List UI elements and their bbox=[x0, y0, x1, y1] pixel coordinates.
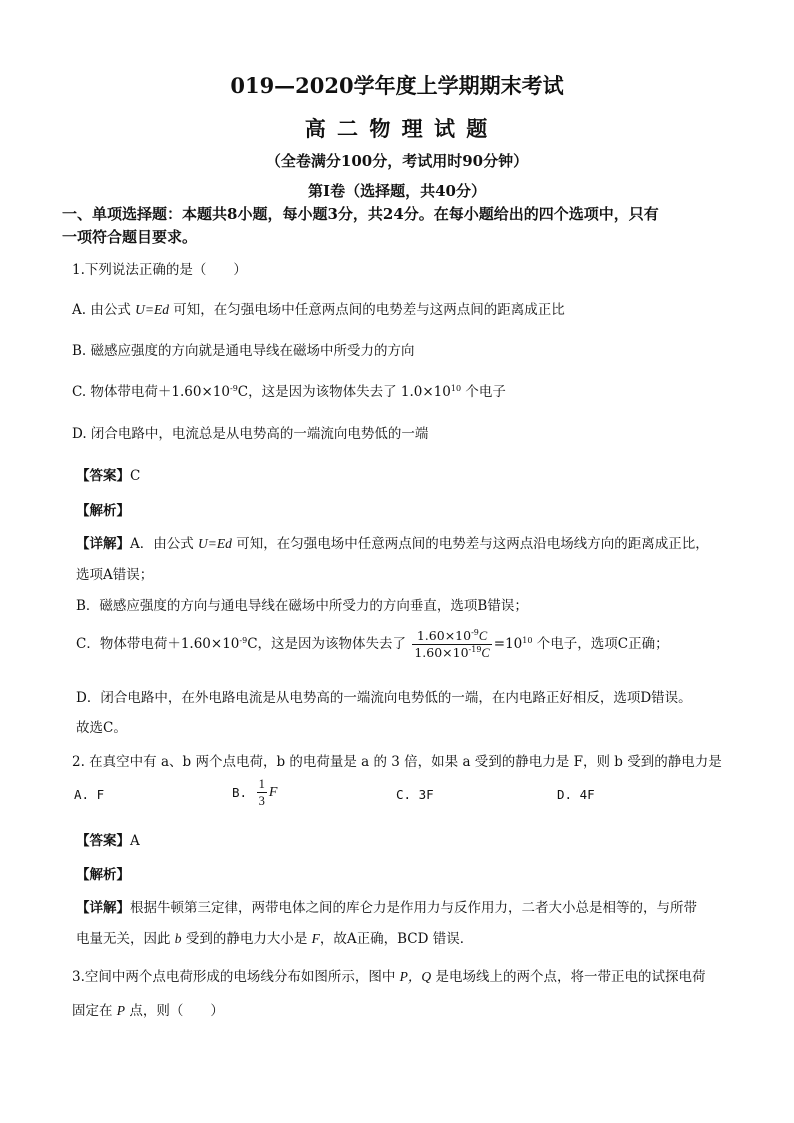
q1-option-a: A. 由公式 U=Ed 可知，在匀强电场中任意两点间的电势差与这两点间的距离成正比 bbox=[72, 302, 565, 318]
volume-title: 第Ⅰ卷（选择题，共40分） bbox=[308, 182, 486, 200]
q1-conclusion: 故选C。 bbox=[76, 720, 127, 736]
section-heading: 一、单项选择题：本题共8小题，每小题3分，共24分。在每小题给出的四个选项中，只有 bbox=[62, 205, 659, 223]
q1-analysis-label: 【解析】 bbox=[76, 503, 130, 519]
q1-answer: 【答案】C bbox=[76, 468, 141, 484]
q3-stem-cont: 固定在 P 点，则（ ） bbox=[72, 1003, 224, 1019]
q3-stem: 3.空间中两个点电荷形成的电场线分布如图所示，图中 P，Q 是电场线上的两个点，将一带正电的试探电荷 bbox=[72, 969, 706, 985]
q2-option-a: A. F bbox=[74, 787, 105, 802]
q2-detail: 【详解】根据牛顿第三定律，两带电体之间的库仑力是作用力与反作用力，二者大小总是相等的，与所带 bbox=[76, 900, 697, 916]
q1-detail-b: B．磁感应强度的方向与通电导线在磁场中所受力的方向垂直，选项B错误； bbox=[76, 598, 528, 614]
q2-detail-cont: 电量无关，因此 b 受到的静电力大小是 F，故A正确，BCD 错误． bbox=[76, 931, 474, 947]
section-heading-cont: 一项符合题目要求。 bbox=[62, 228, 198, 246]
q2-stem: 2. 在真空中有 a、b 两个点电荷，b 的电荷量是 a 的 3 倍，如果 a 受到的静电力是 F，则 b 受到的静电力是 bbox=[72, 754, 722, 770]
q1-option-b: B. 磁感应强度的方向就是通电导线在磁场中所受力的方向 bbox=[72, 343, 415, 359]
q1-detail-a-cont: 选项A错误； bbox=[76, 567, 154, 583]
subject-title: 高 二 物 理 试 题 bbox=[304, 116, 490, 141]
q2-answer: 【答案】A bbox=[76, 833, 140, 849]
q1-option-c: C. 物体带电荷$+1.60\times 10^{-9}C$，这是因为该物体失去了 $1.0\times 10^{10}$ 个电子 bbox=[72, 384, 506, 400]
q1-option-d: D. 闭合电路中，电流总是从电势高的一端流向电势低的一端 bbox=[72, 426, 429, 442]
exam-note: （全卷满分100分，考试用时90分钟） bbox=[265, 152, 529, 170]
q2-option-b: B. $\frac{1}{3}$ F bbox=[232, 777, 278, 808]
q1-detail-a: 【详解】A．由公式 U=Ed 可知，在匀强电场中任意两点间的电势差与这两点沿电场线方向的距离成正比， bbox=[76, 536, 709, 552]
electron-count-fraction: $\frac{1.60\times 10^{-9}C}{1.60\times 10^{-19}C}$ bbox=[414, 628, 490, 660]
q2-option-c: C. 3F bbox=[396, 787, 434, 802]
q2-analysis-label: 【解析】 bbox=[76, 867, 130, 883]
exam-title: 019—2020学年度上学期期末考试 bbox=[230, 73, 564, 98]
q1-detail-d: D．闭合电路中，在外电路电流是从电势高的一端流向电势低的一端，在内电路正好相反，选项D错误。 bbox=[76, 690, 692, 706]
q2-option-d: D. 4F bbox=[557, 787, 595, 802]
q1-detail-c: C．物体带电荷$+1.60\times 10^{-9}C$，这是因为该物体失去了 $\frac{1.60\times 10^{-9}C}{1.60\times 10^{-19}C}$ $=10^{10}$ 个电子，选项C正确； bbox=[76, 628, 669, 660]
q1-stem: 1.下列说法正确的是（ ） bbox=[72, 262, 247, 278]
